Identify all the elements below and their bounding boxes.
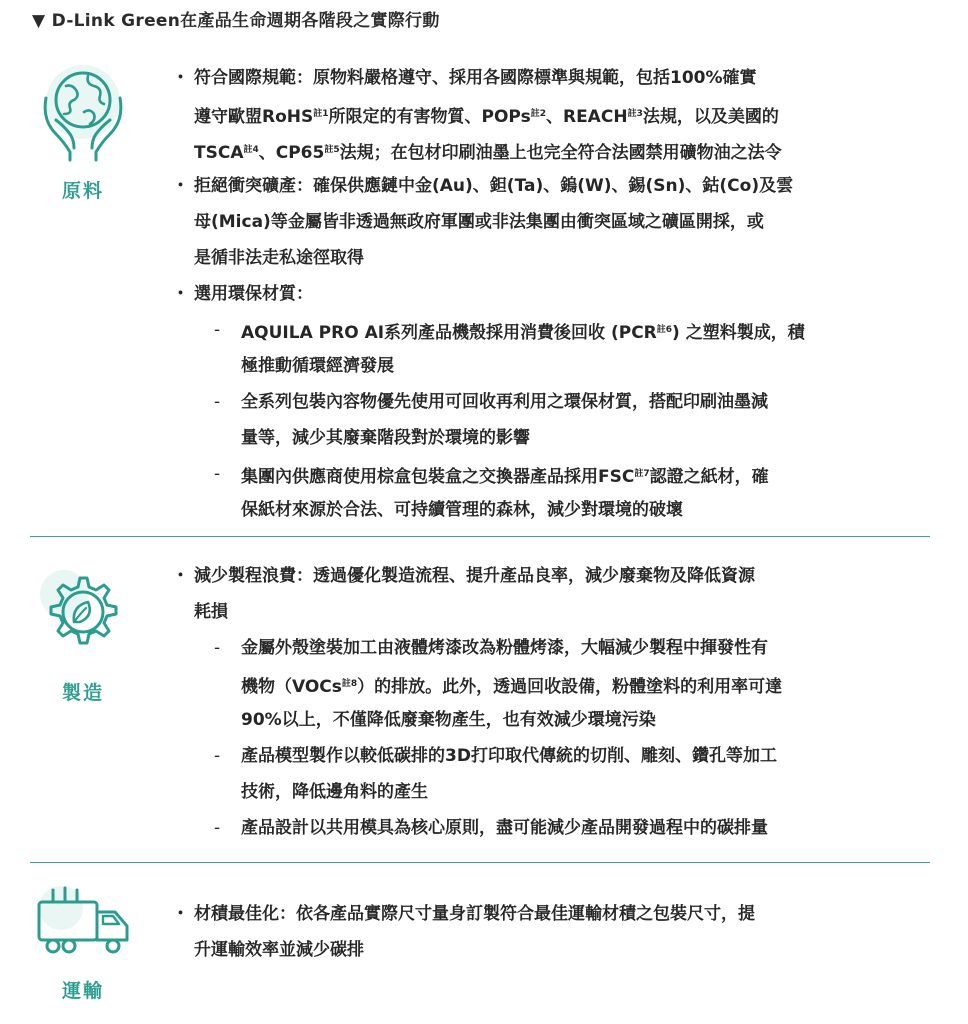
footnote-marker: 註7 <box>634 469 650 479</box>
text-segment: 、REACH <box>545 107 628 127</box>
text-segment: 遵守歐盟RoHS <box>194 107 314 127</box>
text-segment: 、CP65 <box>258 143 325 163</box>
list-item-continuation <box>170 666 940 702</box>
section-content <box>170 896 940 968</box>
text-segment: 機物（VOCs <box>241 677 342 697</box>
text-segment: 金屬外殼塗裝加工由液體烤漆改為粉體烤漆，大幅減少製程中揮發性有 <box>241 638 768 658</box>
text-segment: ) 之塑料製成，積 <box>672 323 805 343</box>
list-item-continuation <box>170 420 940 456</box>
text-segment: 極推動循環經濟發展 <box>241 356 394 376</box>
text-segment: 選用環保材質： <box>194 284 313 304</box>
truck-icon <box>31 882 135 966</box>
section-icon-column <box>28 882 138 1003</box>
footnote-marker: 註5 <box>324 145 340 155</box>
list-item-continuation <box>170 204 940 240</box>
footnote-marker: 註2 <box>530 109 546 119</box>
list-item <box>170 312 940 348</box>
dash-mark: - <box>214 818 221 838</box>
text-segment: 法規；在包材印刷油墨上也完全符合法國禁用礦物油之法令 <box>339 143 782 163</box>
bullet-mark: ・ <box>172 904 189 924</box>
text-segment: 認證之紙材，確 <box>649 467 769 487</box>
list-item <box>170 456 940 492</box>
text-segment: 所限定的有害物質、POPs <box>328 107 531 127</box>
text-segment: 產品設計以共用模具為核心原則，盡可能減少產品開發過程中的碳排量 <box>241 818 768 838</box>
text-segment: 量等，減少其廢棄階段對於環境的影響 <box>241 428 530 448</box>
text-segment: 是循非法走私途徑取得 <box>194 248 364 268</box>
text-segment: 拒絕衝突礦產：確保供應鏈中金(Au)、鉭(Ta)、鎢(W)、錫(Sn)、鈷(Co)及雲 <box>194 176 794 196</box>
section-icon-column <box>28 564 138 705</box>
list-item-continuation <box>170 240 940 276</box>
dash-mark: - <box>214 320 221 340</box>
section-label: 製造 <box>61 682 104 704</box>
dash-mark: - <box>214 638 221 658</box>
list-item <box>170 810 940 846</box>
footnote-marker: 註6 <box>656 325 673 335</box>
list-item <box>170 738 940 774</box>
list-item <box>170 60 940 96</box>
list-item <box>170 630 940 666</box>
list-item-continuation <box>170 132 940 168</box>
list-item-continuation <box>170 932 940 968</box>
section-icon-column <box>28 62 138 203</box>
text-segment: 材積最佳化：依各產品實際尺寸量身訂製符合最佳運輸材積之包裝尺寸，提 <box>194 904 755 924</box>
list-item-continuation <box>170 702 940 738</box>
section-label: 運輸 <box>61 980 104 1002</box>
text-segment: ）的排放。此外，透過回收設備，粉體塗料的利用率可達 <box>357 677 783 697</box>
list-item <box>170 384 940 420</box>
dash-mark: - <box>214 746 221 766</box>
text-segment: 保紙材來源於合法、可持續管理的森林，減少對環境的破壞 <box>241 500 683 520</box>
list-item-continuation <box>170 96 940 132</box>
text-segment: 全系列包裝內容物優先使用可回收再利用之環保材質，搭配印刷油墨減 <box>241 392 768 412</box>
section-content <box>170 60 940 528</box>
dash-mark: - <box>214 464 221 484</box>
footnote-marker: 註1 <box>313 109 329 119</box>
bullet-mark: ・ <box>172 284 189 304</box>
text-segment: 耗損 <box>194 602 228 622</box>
footnote-marker: 註8 <box>341 679 358 689</box>
section-content <box>170 558 940 846</box>
list-item <box>170 558 940 594</box>
list-item <box>170 168 940 204</box>
list-item-continuation <box>170 594 940 630</box>
text-segment: 技術，降低邊角料的產生 <box>241 782 428 802</box>
text-segment: TSCA <box>194 143 244 163</box>
earth-in-hands-icon <box>34 62 132 166</box>
text-segment: 集團內供應商使用棕盒包裝盒之交換器產品採用FSC <box>241 467 635 487</box>
list-item-continuation <box>170 348 940 384</box>
bullet-mark: ・ <box>172 176 189 196</box>
text-segment: 減少製程浪費：透過優化製造流程、提升產品良率，減少廢棄物及降低資源 <box>194 566 755 586</box>
section-label: 原料 <box>61 180 104 202</box>
section-divider <box>30 862 930 863</box>
dash-mark: - <box>214 392 221 412</box>
list-item-continuation <box>170 492 940 528</box>
bullet-mark: ・ <box>172 68 189 88</box>
bullet-mark: ・ <box>172 566 189 586</box>
text-segment: AQUILA PRO AI系列產品機殼採用消費後回收 (PCR <box>241 323 657 343</box>
text-segment: 母(Mica)等金屬皆非透過無政府軍團或非法集團由衝突區域之礦區開採，或 <box>194 212 764 232</box>
text-segment: 符合國際規範：原物料嚴格遵守、採用各國際標準與規範，包括100%確實 <box>194 68 757 88</box>
footnote-marker: 註3 <box>627 109 643 119</box>
page-title: ▼ D-Link Green在產品生命週期各階段之實際行動 <box>32 11 440 31</box>
list-item <box>170 276 940 312</box>
footnote-marker: 註4 <box>243 145 259 155</box>
list-item-continuation <box>170 774 940 810</box>
text-segment: 升運輸效率並減少碳排 <box>194 940 364 960</box>
list-item <box>170 896 940 932</box>
gear-leaf-icon <box>34 564 132 668</box>
text-segment: 法規，以及美國的 <box>642 107 779 127</box>
text-segment: 90%以上，不僅降低廢棄物產生，也有效減少環境污染 <box>241 710 656 730</box>
text-segment: 產品模型製作以較低碳排的3D打印取代傳統的切削、雕刻、鑽孔等加工 <box>241 746 777 766</box>
section-divider <box>30 536 930 537</box>
